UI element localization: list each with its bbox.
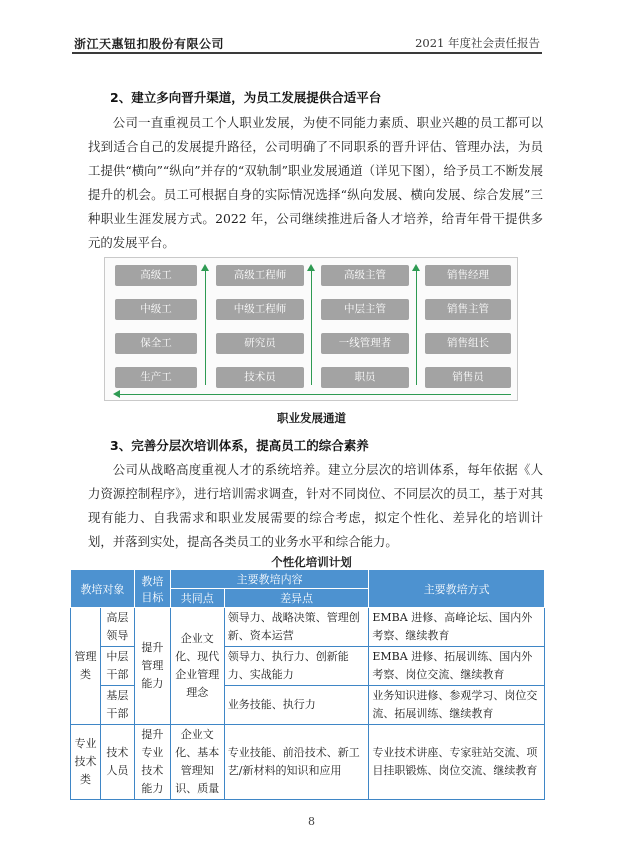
diagram-box: 职员 <box>321 367 409 388</box>
tech-group: 专业技术类 <box>71 725 101 800</box>
diagram-box: 高级主管 <box>321 265 409 286</box>
header-content: 主要教培内容 <box>170 570 369 589</box>
diagram-caption: 职业发展通道 <box>277 411 346 425</box>
level-cell: 基层干部 <box>100 686 134 725</box>
section-3-title: 3、完善分层次培训体系，提高员工的综合素养 <box>110 438 369 453</box>
up-arrow-line <box>205 270 206 385</box>
up-arrow-icon <box>307 264 315 271</box>
diagram-box: 研究员 <box>216 333 304 354</box>
training-plan-table <box>70 569 545 800</box>
tech-common: 企业文化、基本管理知识、质量 <box>170 725 224 800</box>
diagram-box: 中级工程师 <box>216 299 304 320</box>
page-header <box>72 32 542 54</box>
career-channel-diagram <box>104 257 518 401</box>
diagram-box: 生产工 <box>115 367 197 388</box>
tech-goal: 提升专业技术能力 <box>134 725 170 800</box>
diff-cell: 领导力、执行力、创新能力、实战能力 <box>224 647 369 686</box>
diagram-box: 高级工程师 <box>216 265 304 286</box>
header-goal: 教培目标 <box>134 570 170 608</box>
diagram-box: 一线管理者 <box>321 333 409 354</box>
method-cell: 业务知识进修、参观学习、岗位交流、拓展训练、继续教育 <box>369 686 545 725</box>
diagram-box: 销售员 <box>425 367 511 388</box>
level-cell: 技术人员 <box>100 725 134 800</box>
table-title: 个性化培训计划 <box>271 555 352 569</box>
horizontal-arrow-line <box>119 394 511 395</box>
diagram-box: 销售经理 <box>425 265 511 286</box>
company-name: 浙江天惠钮扣股份有限公司 <box>74 37 225 51</box>
mgmt-goal: 提升管理能力 <box>134 608 170 725</box>
diagram-box: 中级工 <box>115 299 197 320</box>
header-common: 共同点 <box>170 589 224 608</box>
header-method: 主要教培方式 <box>369 570 545 608</box>
diff-cell: 专业技能、前沿技术、新工艺/新材料的知识和应用 <box>224 725 369 800</box>
diff-cell: 业务技能、执行力 <box>224 686 369 725</box>
mgmt-group: 管理类 <box>71 608 101 725</box>
section-3-paragraph: 公司从战略高度重视人才的系统培养。建立分层次的培训体系，每年依据《人力资源控制程序》，进行培训需求调查，针对不同岗位、不同层次的员工，基于对其现有能力、自我需求和职业发展需要的综合考虑，拟定个性化、差异化的培训计划，并落到实处，提高各类员工的业务水平和综合能力。 <box>88 462 543 549</box>
up-arrow-line <box>311 270 312 385</box>
up-arrow-icon <box>201 264 209 271</box>
left-arrow-icon <box>113 390 120 398</box>
diagram-box: 销售主管 <box>425 299 511 320</box>
diagram-box: 保全工 <box>115 333 197 354</box>
header-target: 教培对象 <box>71 570 135 608</box>
diff-cell: 领导力、战略决策、管理创新、资本运营 <box>224 608 369 647</box>
report-title: 2021 年度社会责任报告 <box>415 36 540 50</box>
section-2-title: 2、建立多向晋升渠道，为员工发展提供合适平台 <box>110 90 382 105</box>
level-cell: 高层领导 <box>100 608 134 647</box>
mgmt-common: 企业文化、现代企业管理理念 <box>170 608 224 725</box>
diagram-box: 销售组长 <box>425 333 511 354</box>
up-arrow-icon <box>412 264 420 271</box>
up-arrow-line <box>416 270 417 385</box>
method-cell: 专业技术讲座、专家驻站交流、项目挂职锻炼、岗位交流、继续教育 <box>369 725 545 800</box>
diagram-box: 技术员 <box>216 367 304 388</box>
method-cell: EMBA 进修、高峰论坛、国内外考察、继续教育 <box>369 608 545 647</box>
diagram-box: 中层主管 <box>321 299 409 320</box>
diagram-box: 高级工 <box>115 265 197 286</box>
level-cell: 中层干部 <box>100 647 134 686</box>
section-2-paragraph: 公司一直重视员工个人职业发展，为使不同能力素质、职业兴趣的员工都可以找到适合自己的发展提升路径，公司明确了不同职系的晋升评估、管理办法，为员工提供“横向”“纵向”并存的“双轨制”职业发展通道（详见下图），给予员工不断发展提升的机会。员工可根据自身的实际情况选择“纵向发展、横向发展、综合发展”三种职业生涯发展方式。2022 年，公司继续推进后备人才培养，给青年骨干提供多元的发展平台。 <box>88 115 543 250</box>
header-diff: 差异点 <box>224 589 369 608</box>
page-number: 8 <box>308 815 315 828</box>
method-cell: EMBA 进修、拓展训练、国内外考察、岗位交流、继续教育 <box>369 647 545 686</box>
